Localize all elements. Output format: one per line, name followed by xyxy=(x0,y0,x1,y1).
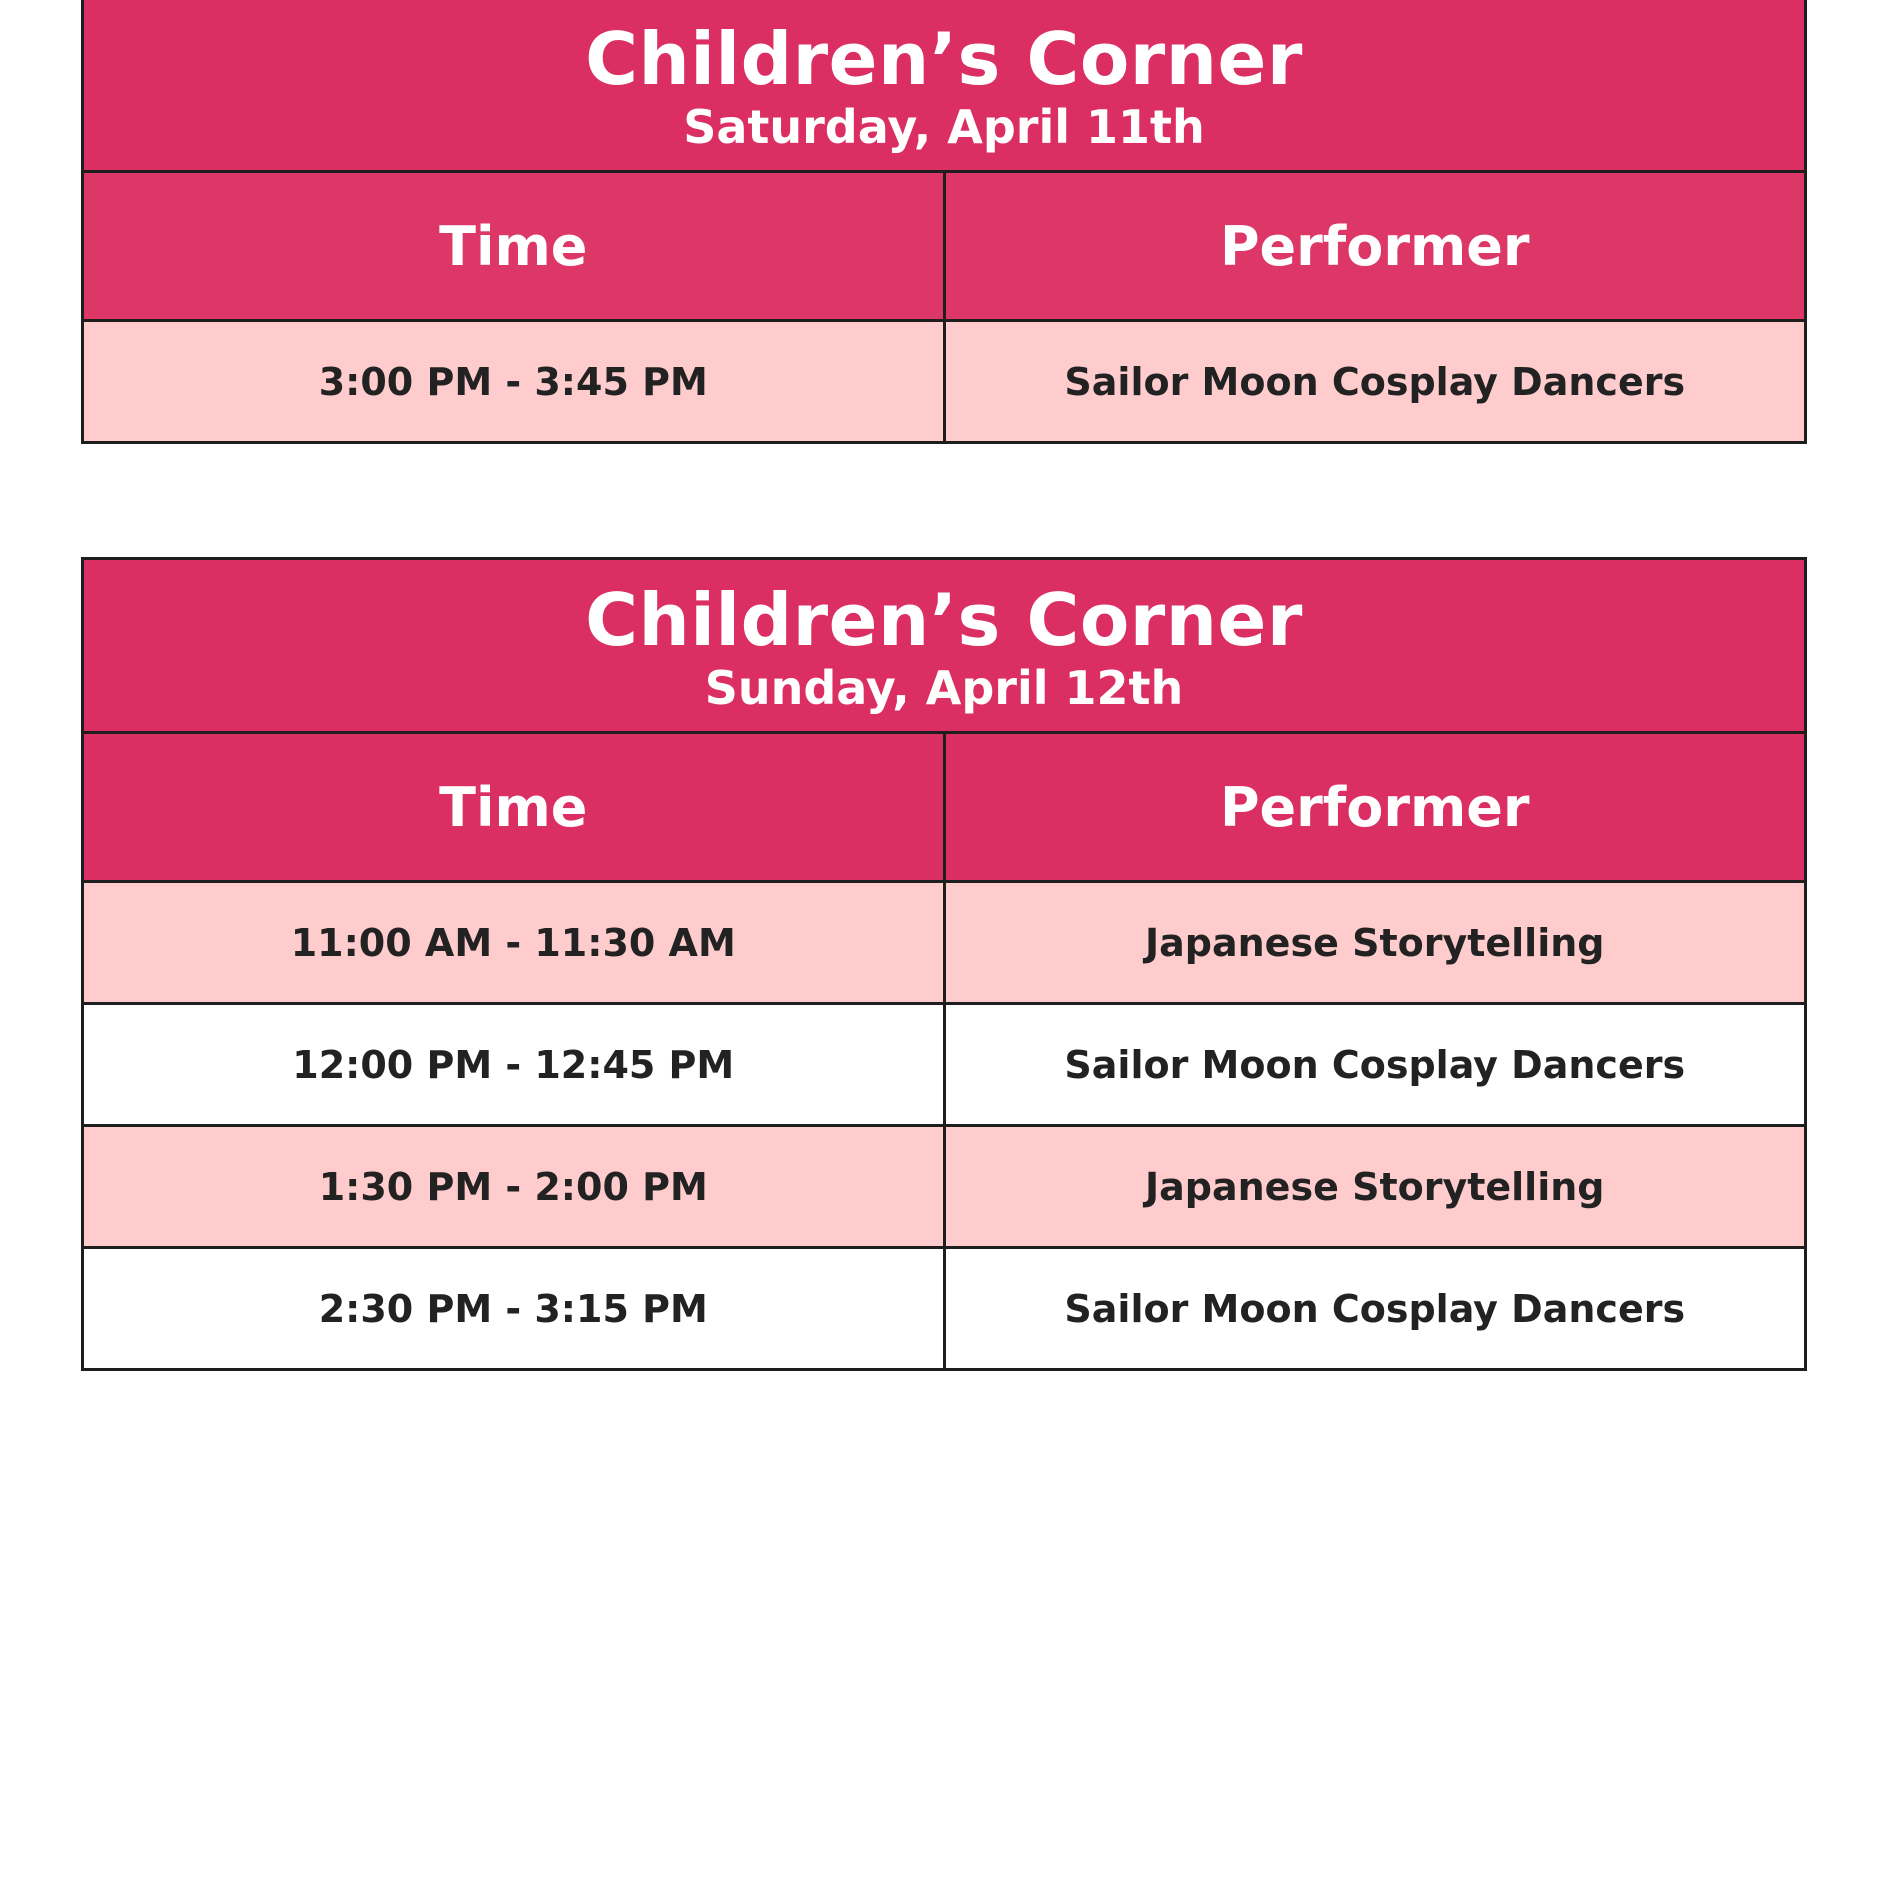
time-cell: 11:00 AM - 11:30 AM xyxy=(83,882,945,1004)
performer-cell: Japanese Storytelling xyxy=(944,882,1806,1004)
time-cell: 3:00 PM - 3:45 PM xyxy=(83,321,945,443)
schedule-banner xyxy=(83,559,1806,733)
performer-cell: Sailor Moon Cosplay Dancers xyxy=(944,1004,1806,1126)
schedule-date: Saturday, April 11th xyxy=(683,99,1205,154)
column-header-performer: Performer xyxy=(944,733,1806,882)
time-cell: 1:30 PM - 2:00 PM xyxy=(83,1126,945,1248)
table-row xyxy=(83,1248,1806,1370)
performer-cell: Sailor Moon Cosplay Dancers xyxy=(944,1248,1806,1370)
performer-cell: Japanese Storytelling xyxy=(944,1126,1806,1248)
column-header-performer: Performer xyxy=(944,172,1806,321)
schedule-title: Children’s Corner xyxy=(585,16,1303,101)
performer-cell: Sailor Moon Cosplay Dancers xyxy=(944,321,1806,443)
schedule-title: Children’s Corner xyxy=(585,577,1303,662)
table-row xyxy=(83,1126,1806,1248)
time-cell: 12:00 PM - 12:45 PM xyxy=(83,1004,945,1126)
table-row xyxy=(83,1004,1806,1126)
schedule-banner xyxy=(83,0,1806,172)
column-header-time: Time xyxy=(83,172,945,321)
table-row xyxy=(83,882,1806,1004)
table-row xyxy=(83,321,1806,443)
schedule-table-sunday xyxy=(81,557,1807,1371)
schedule-date: Sunday, April 12th xyxy=(704,660,1184,715)
time-cell: 2:30 PM - 3:15 PM xyxy=(83,1248,945,1370)
schedule-table-saturday xyxy=(81,0,1807,444)
column-header-time: Time xyxy=(83,733,945,882)
